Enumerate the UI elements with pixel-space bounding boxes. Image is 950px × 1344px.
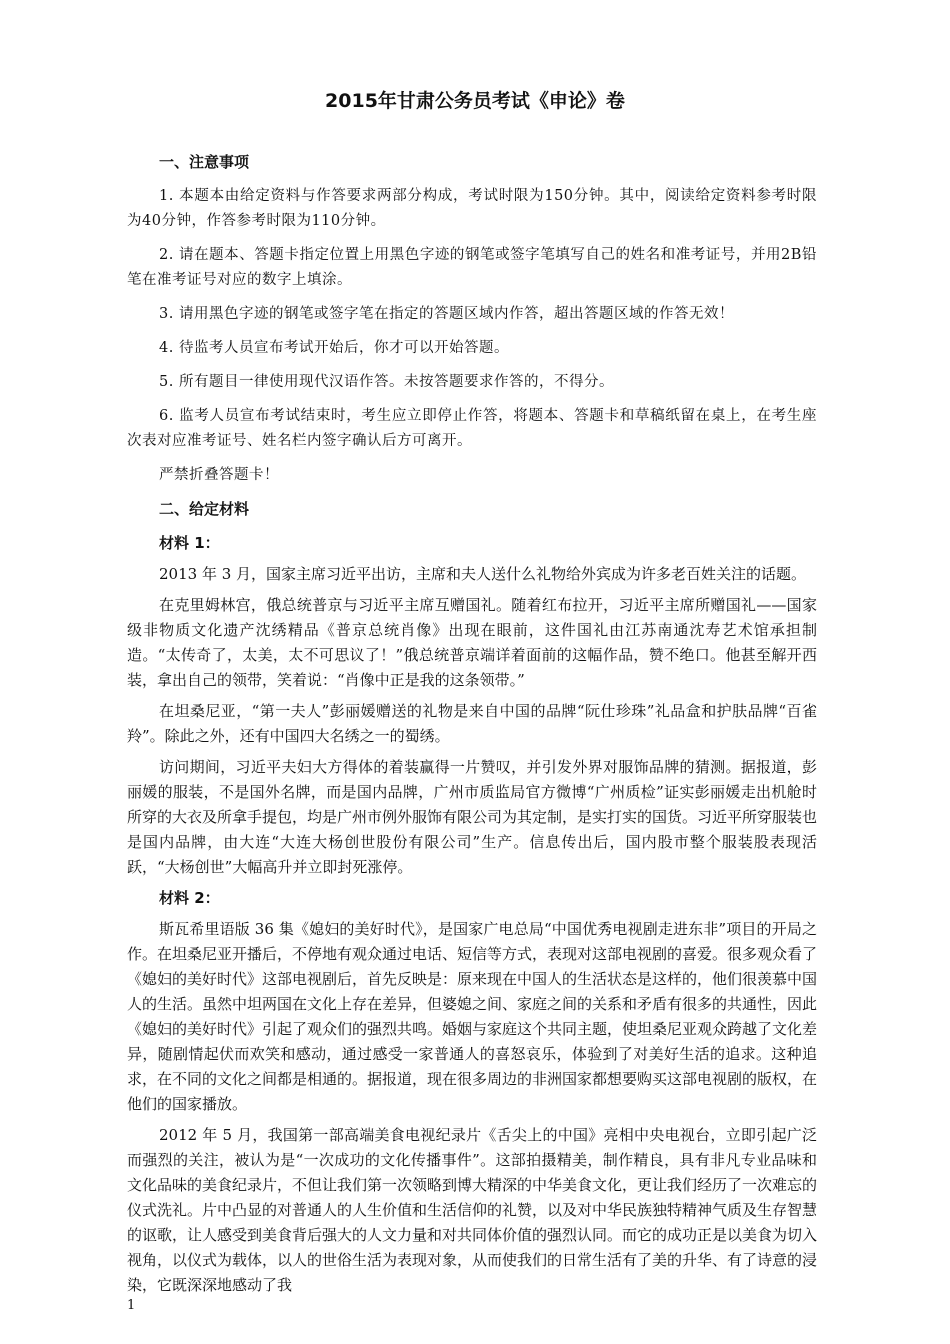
- document-body: [127, 150, 817, 1304]
- material-2: [127, 886, 817, 1298]
- page-number: 1: [127, 1298, 136, 1313]
- paragraph: 在坦桑尼亚，“第一夫人”彭丽媛赠送的礼物是来自中国的品牌“阮仕珍珠”礼品盒和护肤品牌“百雀羚”。除此之外，还有中国四大名绣之一的蜀绣。: [127, 702, 817, 745]
- material-label: 材料 2：: [159, 889, 220, 907]
- notice-item: 5. 所有题目一律使用现代汉语作答。未按答题要求作答的，不得分。: [159, 374, 614, 390]
- section-heading-materials: 二、给定材料: [159, 500, 250, 518]
- notice-item: 4. 待监考人员宣布考试开始后，你才可以开始答题。: [159, 340, 509, 356]
- notice-item: 严禁折叠答题卡！: [159, 467, 279, 483]
- material-1: [127, 531, 817, 880]
- material-label: 材料 1：: [159, 534, 220, 552]
- document-title: 2015年甘肃公务员考试《申论》卷: [325, 90, 625, 112]
- notice-item: 1. 本题本由给定资料与作答要求两部分构成，考试时限为150分钟。其中，阅读给定资料参考时限为40分钟，作答参考时限为110分钟。: [127, 188, 817, 229]
- notice-item: 2. 请在题本、答题卡指定位置上用黑色字迹的钢笔或签字笔填写自己的姓名和准考证号，并用2B铅笔在准考证号对应的数字上填涂。: [127, 247, 817, 288]
- notice-item: 6. 监考人员宣布考试结束时，考生应立即停止作答，将题本、答题卡和草稿纸留在桌上，在考生座次表对应准考证号、姓名栏内签字确认后方可离开。: [127, 408, 817, 449]
- paragraph: 2013 年 3 月，国家主席习近平出访，主席和夫人送什么礼物给外宾成为许多老百姓关注的话题。: [159, 565, 807, 583]
- paragraph: 斯瓦希里语版 36 集《媳妇的美好时代》，是国家广电总局“中国优秀电视剧走进东非”项目的开局之作。在坦桑尼亚开播后，不停地有观众通过电话、短信等方式，表现对这部电视剧的喜爱。很多观众看了《媳妇的美好时代》这部电视剧后，首先反映是：原来现在中国人的生活状态是这样的，他们很羡慕中国人的生活。虽然中坦两国在文化上存在差异，但婆媳之间、家庭之间的关系和矛盾有很多的共通性，因此《媳妇的美好时代》引起了观众们的强烈共鸣。婚姻与家庭这个共同主题，使坦桑尼亚观众跨越了文化差异，随剧情起伏而欢笑和感动，通过感受一家普通人的喜怒哀乐，体验到了对美好生活的追求。这种追求，在不同的文化之间都是相通的。据报道，现在很多周边的非洲国家都想要购买这部电视剧的版权，在他们的国家播放。: [127, 920, 818, 1113]
- paragraph: 访问期间，习近平夫妇大方得体的着装赢得一片赞叹，并引发外界对服饰品牌的猜测。据报道，彭丽媛的服装，不是国外名牌，而是国内品牌，广州市质监局官方微博“广州质检”证实彭丽媛走出机舱时所穿的大衣及所拿手提包，均是广州市例外服饰有限公司为其定制，是实打实的国货。习近平所穿服装也是国内品牌，由大连“大连大杨创世股份有限公司”生产。信息传出后，国内股市整个服装股表现活跃，“大杨创世”大幅高升并立即封死涨停。: [127, 758, 818, 876]
- paragraph: 2012 年 5 月，我国第一部高端美食电视纪录片《舌尖上的中国》亮相中央电视台，立即引起广泛而强烈的关注，被认为是“一次成功的文化传播事件”。这部拍摄精美，制作精良，具有非凡专业品味和文化品味的美食纪录片，不但让我们第一次领略到博大精深的中华美食文化，更让我们经历了一次难忘的仪式洗礼。片中凸显的对普通人的人生价值和生活信仰的礼赞，以及对中华民族独特精神气质及生存智慧的讴歌，让人感受到美食背后强大的人文力量和对共同体价值的强烈认同。而它的成功正是以美食为切入视角，以仪式为载体，以人的世俗生活为表现对象，从而使我们的日常生活有了美的升华、有了诗意的浸染，它既深深地感动了我: [127, 1126, 818, 1294]
- section-heading-notice: 一、注意事项: [159, 153, 250, 171]
- paragraph: 在克里姆林宫，俄总统普京与习近平主席互赠国礼。随着红布拉开，习近平主席所赠国礼——国家级非物质文化遗产沈绣精品《普京总统肖像》出现在眼前，这件国礼由江苏南通沈寿艺术馆承担制造。“太传奇了，太美，太不可思议了！”俄总统普京端详着面前的这幅作品，赞不绝口。他甚至解开西装，拿出自己的领带，笑着说：“肖像中正是我的这条领带。”: [127, 596, 817, 689]
- notice-list: [127, 184, 817, 488]
- notice-item: 3. 请用黑色字迹的钢笔或签字笔在指定的答题区域内作答，超出答题区域的作答无效！: [159, 306, 734, 322]
